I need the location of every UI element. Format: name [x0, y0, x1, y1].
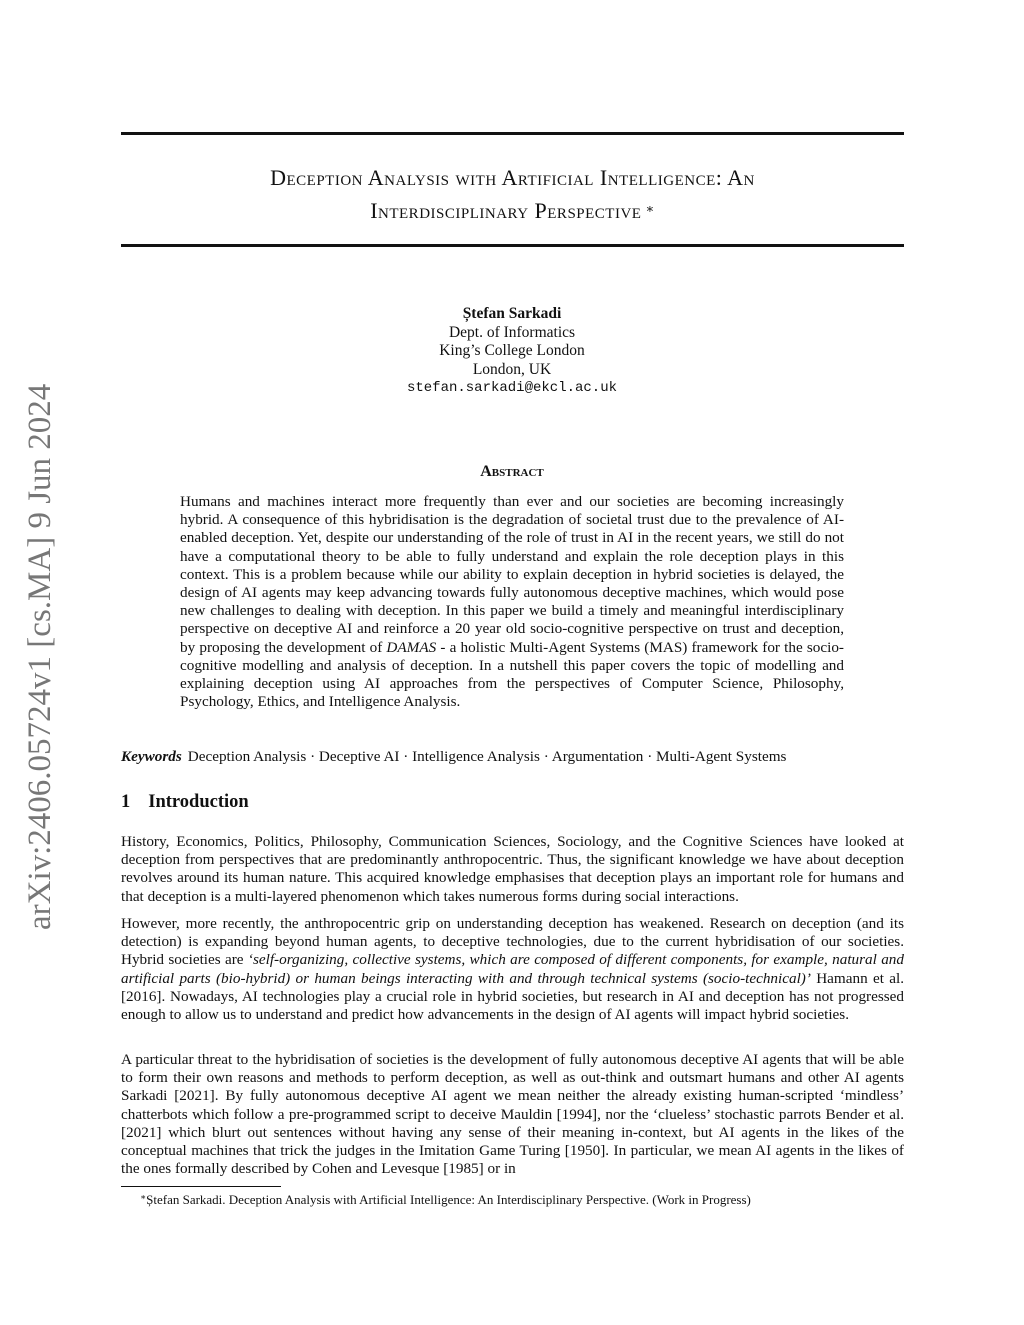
abstract-heading: Abstract — [480, 463, 544, 480]
abstract-body — [180, 493, 844, 711]
para-2-text-2: Hamann et al. [2016]. Nowadays, AI technologies play a crucial role in hybrid societies, but research in AI and deception has not progressed enough to allow us to understand and predict how advancements in the design of AI agents will impact hybrid societies. — [121, 969, 904, 1024]
footnote-rule — [121, 1186, 281, 1187]
para-2-quote: ‘self-organizing, collective systems, which are composed of different components, for example, natural and artificial parts (bio-hybrid) or human beings interacting with and through technical systems (socio-technical)’ — [121, 951, 904, 987]
abstract-text-1: Humans and machines interact more frequently than ever and our societies are becoming increasingly hybrid. A consequence of this hybridisation is the degradation of societal trust due to the prevalence of AI-enabled deception. Yet, despite our understanding of the role of trust in AI in the recent years, we still do not have a computational theory to be able to fully understand and explain the role deception plays in this context. This is a problem because while our ability to explain deception in hybrid societies is delayed, the design of AI agents may keep advancing towards fully autonomous deceptive machines, which would pose new challenges to dealing with deception. In this paper we build a timely and meaningful interdisciplinary perspective on deceptive AI and reinforce a 20 year old socio-cognitive perspective on trust and deception, by proposing the development of — [180, 493, 844, 656]
footnote — [140, 1192, 751, 1208]
paper-title-line-2-text: Interdisciplinary Perspective — [370, 198, 642, 223]
author-location: London, UK — [472, 360, 552, 378]
intro-paragraph-2 — [121, 915, 904, 1024]
para-2-text-1: However, more recently, the anthropocentric grip on understanding deception has weakened. Research on deception (and its detection) is expanding beyond human agents, to deceptive technologies, due to the current hybridisation of our societies. Hybrid societies are — [121, 915, 904, 969]
author-email: stefan.sarkadi@ekcl.ac.uk — [406, 380, 618, 396]
abstract-text-2: - a holistic Multi-Agent Systems (MAS) framework for the socio-cognitive modelling and analysis of deception. In a nutshell this paper covers the topic of modelling and explaining deception using AI approaches from the perspectives of Computer Science, Philosophy, Psychology, Ethics, and Intelligence Analysis. — [180, 638, 844, 711]
intro-paragraph-3: A particular threat to the hybridisation of societies is the development of fully autonomous deceptive AI agents that will be able to form their own reasons and methods to perform deception, as well as out-think and outsmart humans and other AI agents Sarkadi [2021]. By fully autonomous deceptive AI agent we mean neither the already existing human-scripted ‘mindless’ chatterbots which follow a pre-programmed script to deceive Mauldin [1994], nor the ‘clueless’ stochastic parrots Bender et al. [2021] which blurt out sentences without having any sense of their meaning in-context, but AI agents in the likes of the conceptual machines that trick the judges in the Imitation Game Turing [1950]. In particular, we mean AI agents in the likes of the ones formally described by Cohen and Levesque [1985] or in — [121, 1051, 904, 1178]
title-rule-bottom — [121, 244, 904, 247]
keywords-label: Keywords — [121, 748, 182, 765]
paper-title-line-1: Deception Analysis with Artificial Intelligence: An — [270, 165, 755, 190]
author-dept: Dept. of Informatics — [448, 323, 576, 341]
footnote-text: Ștefan Sarkadi. Deception Analysis with Artificial Intelligence: An Interdisciplinary Perspective. (Work in Progress) — [146, 1192, 751, 1207]
keywords-list: Deception Analysis · Deceptive AI · Intelligence Analysis · Argumentation · Multi-Agent Systems — [187, 748, 787, 765]
keywords-line — [121, 748, 786, 766]
author-block — [0, 305, 1024, 398]
paper-title-line-2 — [121, 194, 904, 227]
author-name: Ștefan Sarkadi — [462, 305, 562, 322]
title-footnote-marker: ∗ — [645, 201, 655, 216]
section-number: 1 — [121, 792, 131, 812]
author-institution: King’s College London — [439, 342, 585, 359]
section-title: Introduction — [148, 792, 249, 812]
section-heading — [121, 792, 249, 813]
title-rule-top — [121, 132, 904, 135]
intro-paragraph-1: History, Economics, Politics, Philosophy, Communication Sciences, Sociology, and the Cognitive Sciences have looked at deception from perspectives that are predominantly anthropocentric. Thus, the significant knowledge we have about deception revolves around its human nature. This acquired knowledge emphasises that deception plays an important role for humans and that deception is a multi-layered phenomenon which takes numerous forms during social interactions. — [121, 833, 904, 905]
footnote-marker: ∗ — [140, 1192, 147, 1202]
abstract-damas: DAMAS — [386, 638, 437, 656]
arxiv-sidebar-stamp: arXiv:2406.05724v1 [cs.MA] 9 Jun 2024 — [22, 383, 58, 930]
